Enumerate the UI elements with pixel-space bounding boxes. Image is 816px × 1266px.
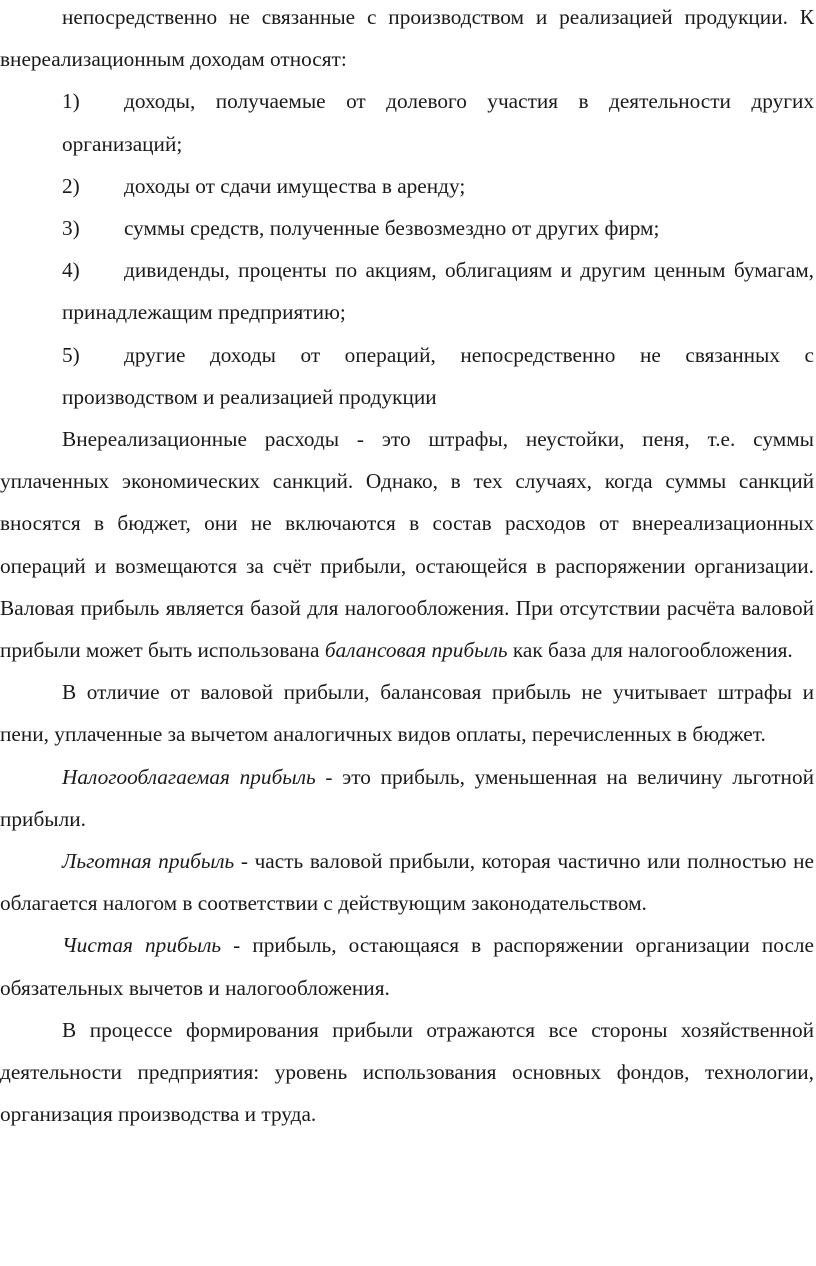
list-number: 3) (62, 216, 80, 241)
balance-paragraph: В отличие от валовой прибыли, балансовая прибыль не учитывает штрафы и пени, уплаченные за вычетом аналогичных видов оплаты, перечисленных в бюджет. (0, 680, 814, 747)
net-paragraph (0, 924, 814, 1008)
list-text: дивиденды, проценты по акциям, облигациям и другим ценным бумагам, принадлежащим предприятию; (62, 258, 814, 325)
net-text: - прибыль, остающаяся в распоряжении организации после обязательных вычетов и налогообложения. (0, 933, 814, 1000)
list-number: 5) (62, 342, 80, 367)
intro-paragraph: непосредственно не связанные с производством и реализацией продукции. К внереализационным доходам относят: (0, 5, 814, 72)
list-item (0, 249, 814, 333)
list-number: 1) (62, 89, 80, 114)
income-list (0, 80, 814, 418)
list-text: доходы от сдачи имущества в аренду; (124, 173, 466, 198)
list-text: другие доходы от операций, непосредственно не связанных с производством и реализацией продукции (62, 342, 814, 409)
list-item (0, 334, 814, 418)
preferential-text: - часть валовой прибыли, которая частично или полностью не облагается налогом в соответствии с действующим законодательством. (0, 849, 814, 916)
term-net-profit: Чистая прибыль (62, 933, 222, 958)
taxable-text: - это прибыль, уменьшенная на величину льготной прибыли. (0, 764, 814, 831)
preferential-paragraph (0, 840, 814, 924)
expenses-text: Внереализационные расходы - это штрафы, неустойки, пеня, т.е. суммы уплаченных экономических санкций. Однако, в тех случаях, когда суммы санкций вносятся в бюджет, они не включаются в состав расходов от внереализационных операций и возмещаются за счёт прибыли, остающейся в распоряжении организации. Валовая прибыль является базой для налогообложения. При отсутствии расчёта валовой прибыли может быть использована (0, 427, 814, 663)
list-text: суммы средств, полученные безвозмездно от других фирм; (124, 216, 660, 241)
conclusion-paragraph: В процессе формирования прибыли отражаются все стороны хозяйственной деятельности предприятия: уровень использования основных фондов, технологии, организация производства и труда. (0, 1017, 814, 1127)
term-taxable-profit: Налогооблагаемая прибыль (62, 764, 316, 789)
list-text: доходы, получаемые от долевого участия в деятельности других организаций; (62, 89, 814, 156)
expenses-paragraph (0, 418, 814, 671)
list-item (0, 80, 814, 164)
term-balance-profit: балансовая прибыль (324, 638, 508, 663)
list-item (0, 165, 814, 207)
list-number: 4) (62, 258, 80, 283)
taxable-paragraph (0, 756, 814, 840)
list-number: 2) (62, 173, 80, 198)
expenses-tail: как база для налогообложения. (507, 638, 793, 663)
list-item (0, 207, 814, 249)
term-preferential-profit: Льготная прибыль (62, 849, 235, 874)
